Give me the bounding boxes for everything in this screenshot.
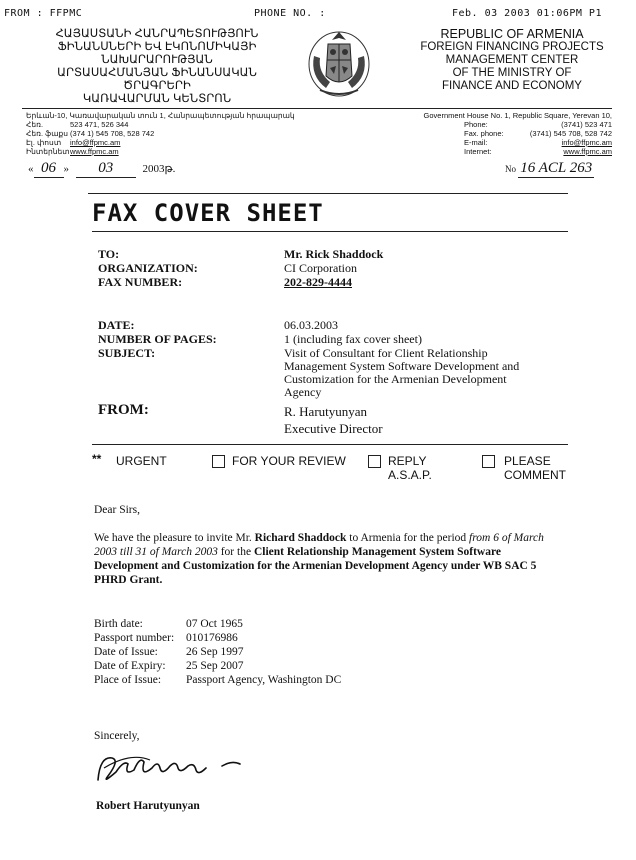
reply-option-label-2: A.S.A.P.	[388, 468, 432, 482]
org-armenian-line: ԿԱՌԱՎԱՐՄԱՆ ԿԵՆՏՐՈՆ	[82, 93, 232, 105]
org-english-line: FOREIGN FINANCING PROJECTS	[420, 41, 604, 53]
fax-from: FROM : FFPMC	[4, 8, 83, 19]
document-date: « 06 » 03 2003թ.	[28, 160, 176, 176]
urgent-option-label: URGENT	[116, 454, 167, 468]
contact-label: Հեռ.	[26, 120, 44, 129]
comment-option-label-2: COMMENT	[504, 468, 566, 482]
project-name: Client Relationship Management System Software Development and Customization for the Armenian Development Agency under WB SAC 5 PHRD Grant.	[94, 546, 537, 586]
contact-block-armenian	[26, 111, 316, 156]
urgent-marker: **	[92, 452, 102, 466]
invitee-name: Richard Shaddock	[254, 532, 347, 544]
review-option-label: FOR YOUR REVIEW	[232, 454, 346, 468]
contact-label: Հեռ. ֆաքս	[26, 129, 69, 138]
org-english-line: REPUBLIC OF ARMENIA	[440, 27, 584, 41]
contact-value: (374 1) 545 708, 528 742	[70, 129, 155, 138]
doc-number-value: 16 ACL 263	[520, 160, 593, 176]
organization-value: CI Corporation	[284, 261, 357, 275]
date-month: 03	[76, 160, 136, 178]
comment-option-label: PLEASE	[504, 454, 551, 468]
header-divider	[22, 108, 612, 109]
subject-label: SUBJECT:	[98, 346, 156, 360]
passport-value: Passport Agency, Washington DC	[186, 674, 342, 686]
letter-text: We have the pleasure to invite Mr.	[94, 532, 255, 544]
fax-number-value: 202-829-4444	[284, 275, 352, 289]
passport-label: Place of Issue:	[94, 674, 162, 686]
contact-website-link: www.ffpmc.am	[70, 147, 119, 156]
to-label: TO:	[98, 247, 120, 261]
contact-label: Էլ. փոստ	[26, 138, 62, 147]
passport-row	[94, 659, 514, 673]
fax-transmission-header	[0, 8, 636, 22]
passport-value: 26 Sep 1997	[186, 646, 244, 658]
document-number	[505, 160, 594, 178]
date-day: 06	[34, 160, 64, 178]
pages-value: 1 (including fax cover sheet)	[284, 332, 422, 346]
from-label: FROM:	[98, 402, 149, 418]
org-english-line: MANAGEMENT CENTER	[445, 54, 579, 66]
org-name-english	[402, 28, 622, 93]
contact-email-link: info@ffpmc.am	[561, 138, 612, 147]
urgency-options	[92, 454, 572, 484]
passport-row	[94, 631, 514, 645]
org-armenian-line: ՀԱՅԱՍՏԱՆԻ ՀԱՆՐԱՊԵՏՈՒԹՅՈՒՆ	[55, 28, 259, 40]
contact-label: E-mail:	[464, 138, 488, 147]
pages-label: NUMBER OF PAGES:	[98, 332, 217, 346]
org-armenian-line: ԱՐՏԱՍԱՀՄԱՆՅԱՆ ՖԻՆԱՆՍԱԿԱՆ ԾՐԱԳՐԵՐԻ	[57, 67, 257, 92]
letter-paragraph	[94, 531, 562, 587]
review-checkbox[interactable]	[212, 455, 225, 468]
fax-phone: PHONE NO. :	[254, 8, 326, 19]
date-divider	[88, 193, 568, 194]
contact-label: Ինտերնետ	[26, 147, 70, 156]
letter-text: to Armenia for the period	[346, 532, 467, 544]
letter-closing: Sincerely,	[94, 730, 140, 742]
contact-email-link: info@ffpmc.am	[70, 138, 121, 147]
letter-salutation: Dear Sirs,	[94, 504, 140, 516]
subject-value: Visit of Consultant for Client Relationship Management System Software Development and Customization for the Armenian Development Agency	[284, 346, 520, 399]
title-underline	[92, 231, 568, 232]
signature-name: Robert Harutyunyan	[96, 800, 200, 812]
from-name: R. Harutyunyan	[284, 404, 368, 419]
comment-checkbox[interactable]	[482, 455, 495, 468]
passport-value: 07 Oct 1965	[186, 618, 243, 630]
contact-label: Phone:	[464, 120, 488, 129]
passport-label: Birth date:	[94, 618, 143, 630]
org-armenian-line: ՆԱԽԱՐԱՐՈՒԹՅԱՆ	[101, 54, 213, 66]
contact-address: Երևան-10, Կառավարական տուն 1, Հանրապետության հրապարակ	[26, 111, 295, 120]
contact-value: (3741) 545 708, 528 742	[529, 129, 612, 138]
date-year: 2003թ.	[142, 163, 176, 175]
fax-datetime: Feb. 03 2003 01:06PM P1	[452, 8, 602, 19]
date-value: 06.03.2003	[284, 318, 338, 332]
passport-label: Date of Expiry:	[94, 660, 166, 672]
contact-address: Government House No. 1, Republic Square, Yerevan 10,	[423, 111, 612, 120]
passport-label: Passport number:	[94, 632, 175, 644]
fax-number-label: FAX NUMBER:	[98, 275, 183, 289]
passport-details	[94, 617, 514, 687]
contact-label: Internet:	[464, 147, 492, 156]
org-armenian-line: ՖԻՆԱՆՍՆԵՐԻ ԵՎ ԷԿՈՆՈՄԻԿԱՅԻ	[57, 41, 257, 53]
doc-number-prefix: No	[505, 164, 516, 174]
visit-period: from 6 of March 2003 till 31 of March 2003	[94, 532, 544, 558]
contact-label: Fax. phone:	[464, 129, 504, 138]
from-title: Executive Director	[284, 421, 383, 436]
passport-value: 010176986	[186, 632, 238, 644]
contact-value: (3741) 523 471	[561, 120, 612, 129]
date-label: DATE:	[98, 318, 135, 332]
passport-row	[94, 673, 514, 687]
passport-value: 25 Sep 2007	[186, 660, 244, 672]
passport-label: Date of Issue:	[94, 646, 158, 658]
reply-option-label: REPLY	[388, 454, 427, 468]
fields-divider	[92, 444, 568, 445]
contact-block-english	[398, 111, 612, 156]
page-title: FAX COVER SHEET	[92, 199, 324, 227]
org-name-armenian	[22, 28, 292, 106]
reply-checkbox[interactable]	[368, 455, 381, 468]
handwritten-signature	[90, 746, 260, 792]
org-english-line: FINANCE AND ECONOMY	[442, 80, 582, 92]
passport-row	[94, 617, 514, 631]
contact-website-link: www.ffpmc.am	[563, 147, 612, 156]
to-value: Mr. Rick Shaddock	[284, 247, 384, 261]
passport-row	[94, 645, 514, 659]
letter-text: for the	[217, 546, 254, 558]
contact-value: 523 471, 526 344	[70, 120, 129, 129]
coat-of-arms-emblem	[306, 26, 372, 98]
org-english-line: OF THE MINISTRY OF	[452, 67, 572, 79]
organization-label: ORGANIZATION:	[98, 261, 198, 275]
